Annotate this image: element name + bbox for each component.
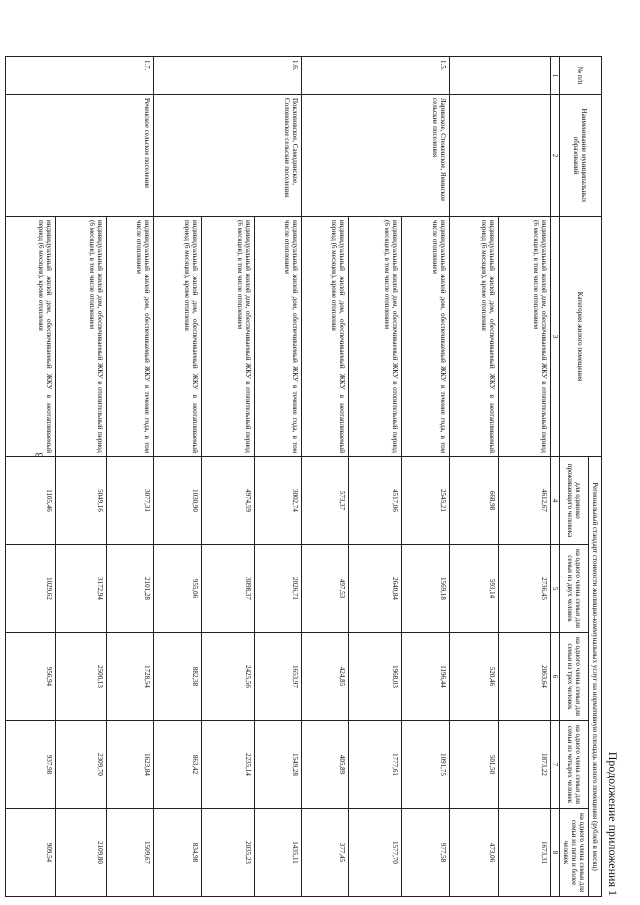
row-number bbox=[449, 57, 550, 95]
standard-value: 3077,31 bbox=[106, 457, 153, 545]
standard-value: 2101,28 bbox=[106, 545, 153, 633]
standard-value: 1968,03 bbox=[348, 633, 401, 721]
standard-value: 2309,70 bbox=[55, 721, 106, 809]
housing-category: индивидуальный жилой дом, обеспечиваемый ЖКУ в отопительный период (6 месяцев), в том числе отоплением bbox=[498, 217, 550, 457]
housing-category: индивидуальный жилой дом, обеспечиваемый ЖКУ в течение года, в том числе отоплением bbox=[401, 217, 449, 457]
housing-category: индивидуальный жилой дом, обеспечиваемый ЖКУ в течение года, в том числе отоплением bbox=[254, 217, 301, 457]
standard-value: 668,98 bbox=[449, 457, 498, 545]
table-row bbox=[498, 57, 550, 897]
housing-category: индивидуальный жилой дом, обеспечиваемый ЖКУ в неотапливаемый период (6 месяцев), кроме отопления bbox=[301, 217, 348, 457]
standard-value: 863,42 bbox=[153, 721, 201, 809]
municipality-name bbox=[449, 95, 550, 217]
header-sub-5: на одного члена семьи для семьи из пяти и более человек bbox=[559, 809, 588, 897]
housing-category: индивидуальный жилой дом, обеспечиваемый ЖКУ в отопительный период (6 месяцев), в том числе отоплением bbox=[201, 217, 254, 457]
standard-value: 4974,59 bbox=[201, 457, 254, 545]
column-index: 8 bbox=[550, 809, 559, 897]
housing-category: индивидуальный жилой дом, обеспечиваемый ЖКУ в неотапливаемый период (6 месяцев), кроме отопления bbox=[5, 217, 55, 457]
continuation-title: Продолжение приложения 1 bbox=[606, 751, 620, 896]
standard-value: 1509,67 bbox=[106, 809, 153, 897]
table-row bbox=[401, 57, 449, 897]
standard-value: 473,06 bbox=[449, 809, 498, 897]
row-number: 1.7. bbox=[5, 57, 153, 95]
standard-value: 1873,22 bbox=[498, 721, 550, 809]
column-index: 3 bbox=[550, 217, 559, 457]
standard-value: 2026,71 bbox=[254, 545, 301, 633]
municipality-name: Ларинское, Стеженское, Яминское сельские поселения bbox=[301, 95, 449, 217]
standard-value: 1105,46 bbox=[5, 457, 55, 545]
standard-value: 1091,75 bbox=[401, 721, 449, 809]
standard-value: 1569,18 bbox=[401, 545, 449, 633]
housing-category: индивидуальный жилой дом, обеспечиваемый ЖКУ в течение года, в том числе отоплением bbox=[106, 217, 153, 457]
standard-value: 977,58 bbox=[401, 809, 449, 897]
page-number: 3 bbox=[34, 452, 46, 458]
standard-value: 497,53 bbox=[301, 545, 348, 633]
column-index: 2 bbox=[550, 95, 559, 217]
header-standard: Региональный стандарт стоимости жилищно-коммунальных услуг на нормативную площадь жилого помещения (рублей в месяц) bbox=[588, 457, 601, 897]
standard-value: 573,37 bbox=[301, 457, 348, 545]
standard-value: 2235,14 bbox=[201, 721, 254, 809]
standard-value: 1029,62 bbox=[5, 545, 55, 633]
header-municipality: Наименование муниципальных образований bbox=[559, 95, 601, 217]
header-sub-2: на одного члена семьи для семьи из двух человек bbox=[559, 545, 588, 633]
standard-value: 593,14 bbox=[449, 545, 498, 633]
housing-category: индивидуальный жилой дом, обеспечиваемый ЖКУ в неотапливаемый период (6 месяцев), кроме отопления bbox=[449, 217, 498, 457]
header-sub-4: на одного члена семьи для семьи из четырех человек bbox=[559, 721, 588, 809]
table-row bbox=[106, 57, 153, 897]
table-body bbox=[5, 57, 550, 897]
column-index: 1 bbox=[550, 57, 559, 95]
standard-value: 956,94 bbox=[5, 633, 55, 721]
header-number: № п/п bbox=[559, 57, 601, 95]
column-index: 6 bbox=[550, 633, 559, 721]
municipality-name: Реченское сельское поселение bbox=[5, 95, 153, 217]
rotated-page-content bbox=[36, 56, 620, 896]
column-index: 7 bbox=[550, 721, 559, 809]
standard-value: 937,98 bbox=[5, 721, 55, 809]
standard-value: 3098,37 bbox=[201, 545, 254, 633]
standard-value: 882,38 bbox=[153, 633, 201, 721]
tariff-table bbox=[5, 56, 602, 897]
standard-value: 520,46 bbox=[449, 633, 498, 721]
standard-value: 1728,54 bbox=[106, 633, 153, 721]
standard-value: 2545,21 bbox=[401, 457, 449, 545]
row-number: 1.5. bbox=[301, 57, 449, 95]
standard-value: 834,98 bbox=[153, 809, 201, 897]
standard-value: 2063,64 bbox=[498, 633, 550, 721]
standard-value: 1549,28 bbox=[254, 721, 301, 809]
standard-value: 2425,56 bbox=[201, 633, 254, 721]
housing-category: индивидуальный жилой дом, обеспечиваемый ЖКУ в отопительный период (6 месяцев), в том числе отоплением bbox=[348, 217, 401, 457]
housing-category: индивидуальный жилой дом, обеспечиваемый ЖКУ в отопительный период (6 месяцев), в том числе отоплением bbox=[55, 217, 106, 457]
table-row bbox=[254, 57, 301, 897]
standard-value: 1435,11 bbox=[254, 809, 301, 897]
standard-value: 2640,84 bbox=[348, 545, 401, 633]
column-index-row bbox=[550, 57, 559, 897]
standard-value: 2109,80 bbox=[55, 809, 106, 897]
header-category: Категория жилого помещения bbox=[559, 217, 601, 457]
header-sub-3: на одного члена семьи для семьи из трех человек bbox=[559, 633, 588, 721]
standard-value: 377,45 bbox=[301, 809, 348, 897]
housing-category: индивидуальный жилой дом, обеспечиваемый ЖКУ в неотапливаемый период (6 месяцев), кроме отопления bbox=[153, 217, 201, 457]
standard-value: 1653,97 bbox=[254, 633, 301, 721]
standard-value: 1673,31 bbox=[498, 809, 550, 897]
standard-value: 4612,67 bbox=[498, 457, 550, 545]
column-index: 5 bbox=[550, 545, 559, 633]
standard-value: 2736,45 bbox=[498, 545, 550, 633]
standard-value: 405,89 bbox=[301, 721, 348, 809]
header-sub-1: для одиноко проживающего человека bbox=[559, 457, 588, 545]
standard-value: 955,06 bbox=[153, 545, 201, 633]
standard-value: 1577,70 bbox=[348, 809, 401, 897]
row-number: 1.6. bbox=[153, 57, 301, 95]
standard-value: 909,54 bbox=[5, 809, 55, 897]
standard-value: 1196,44 bbox=[401, 633, 449, 721]
standard-value: 2500,13 bbox=[55, 633, 106, 721]
standard-value: 5049,16 bbox=[55, 457, 106, 545]
municipality-name: Поклоновское, Самодинское, Солоновское сельские поселения bbox=[153, 95, 301, 217]
standard-value: 1030,90 bbox=[153, 457, 201, 545]
standard-value: 4517,06 bbox=[348, 457, 401, 545]
standard-value: 3172,94 bbox=[55, 545, 106, 633]
standard-value: 501,50 bbox=[449, 721, 498, 809]
standard-value: 1777,61 bbox=[348, 721, 401, 809]
column-index: 4 bbox=[550, 457, 559, 545]
standard-value: 3002,74 bbox=[254, 457, 301, 545]
standard-value: 2035,23 bbox=[201, 809, 254, 897]
standard-value: 424,85 bbox=[301, 633, 348, 721]
standard-value: 1623,84 bbox=[106, 721, 153, 809]
